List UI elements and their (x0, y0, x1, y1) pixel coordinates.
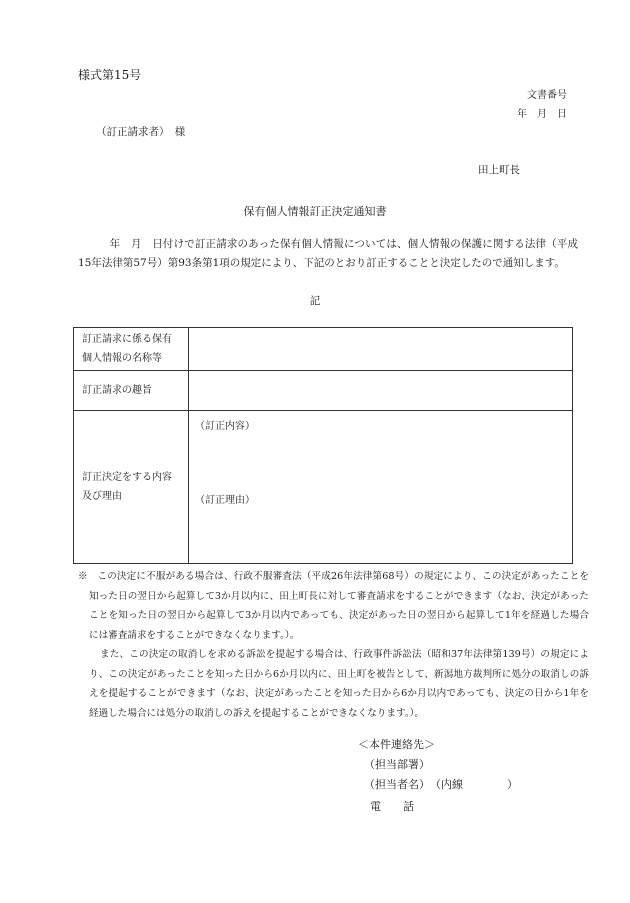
document-title: 保有個人情報訂正決定通知書 (243, 205, 387, 218)
row3-value (189, 411, 573, 564)
appeal-note: ※ この決定に不服がある場合は、行政不服審査法（平成26年法律第68号）の規定により、この決定があったことを知った日の翌日から起算して3か月以内に、田上町長に対して審査請求をすることができます（なお、決定があったことを知った日の翌日から起算して3か月以内であっても、決定があった日の翌日から起算して1年を経過した場合には審査請求をすることができなくなります。）。 (78, 571, 589, 641)
document-number-label: 文書番号 (527, 90, 567, 101)
contact-title: ＜本件連絡先＞ (358, 738, 435, 751)
contact-person: （担当者名） （内線 ） (364, 778, 518, 791)
table-row (74, 371, 573, 411)
ki-heading: 記 (309, 295, 321, 307)
row2-label: 訂正請求の趣旨 (74, 371, 189, 411)
table-row (74, 328, 573, 371)
row3-label: 訂正決定をする内容及び理由 (74, 411, 189, 564)
body-text: 年 月 日付けで訂正請求のあった保有個人情報については、個人情報の保護に関する法律（平成15年法律第57号）第93条第1項の規定により、下記のとおり訂正することと決定したので通知します。 (78, 238, 578, 269)
date-label: 年 月 日 (517, 109, 567, 120)
table-row (74, 411, 573, 564)
lawsuit-note: また、この決定の取消しを求める訴訟を提起する場合は、行政事件訴訟法（昭和37年法律第139号）の規定により、この決定があったことを知った日から6か月以内に、田上町を被告として、新潟地方裁判所に処分の取消しの訴えを提起することができます（なお、決定があったことを知った日から6か月以内であっても、決定の日から1年を経過した場合には処分の取消しの訴えを提起することができなくなります。）。 (89, 649, 589, 719)
issuer: 田上町長 (478, 164, 520, 176)
row1-value (189, 328, 573, 371)
correction-decision-table (73, 327, 573, 564)
row1-label-text: 訂正請求に係る保有個人情報の名称等 (82, 334, 172, 364)
row2-value (189, 371, 573, 411)
correction-content-label: （訂正内容） (195, 421, 255, 432)
addressee: （訂正請求者） 様 (96, 126, 186, 138)
contact-phone: 電 話 (370, 800, 414, 813)
row1-label (74, 328, 189, 371)
correction-reason-label: （訂正理由） (195, 495, 255, 506)
form-number: 様式第15号 (78, 68, 142, 82)
contact-department: （担当部署） (364, 758, 430, 771)
